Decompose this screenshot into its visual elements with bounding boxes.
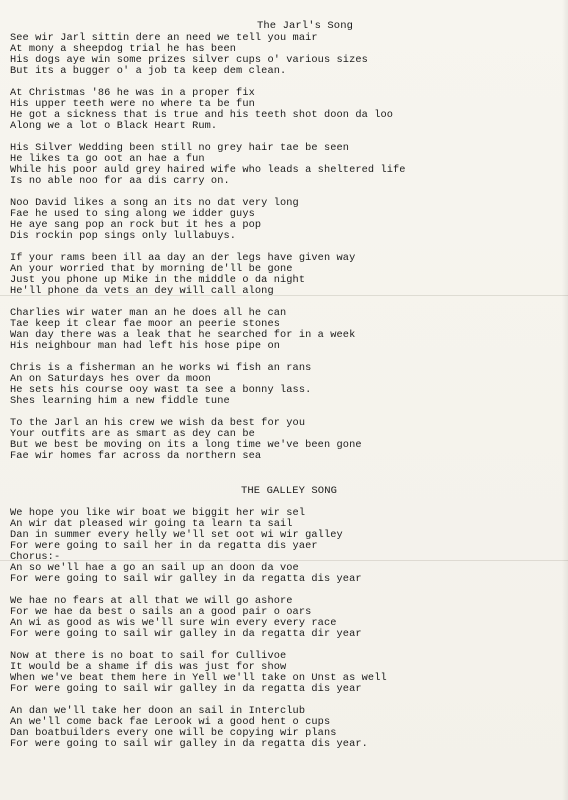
lyric-line: An your worried that by morning de'll be gone bbox=[10, 263, 293, 275]
lyric-line: When we've beat them here in Yell we'll take on Unst as well bbox=[10, 672, 387, 684]
song-verses bbox=[10, 33, 560, 462]
lyric-line: But its a bugger o' a job ta keep dem clean. bbox=[10, 65, 287, 77]
lyric-line: His dogs aye win some prizes silver cups o' various sizes bbox=[10, 54, 368, 66]
lyric-line: An wir dat pleased wir going ta learn ta sail bbox=[10, 518, 293, 530]
song-galley-song bbox=[10, 485, 560, 750]
verse bbox=[10, 508, 560, 585]
lyric-line: Wan day there was a leak that he searched for in a week bbox=[10, 329, 356, 341]
song-jarls-song bbox=[10, 20, 560, 462]
verse bbox=[10, 363, 560, 407]
verse bbox=[10, 706, 560, 750]
verse bbox=[10, 88, 560, 132]
lyric-line: Along we a lot o Black Heart Rum. bbox=[10, 120, 218, 132]
verse bbox=[10, 253, 560, 297]
song-verses bbox=[10, 508, 560, 750]
lyric-line: Tae keep it clear fae moor an peerie stones bbox=[10, 318, 281, 330]
verse bbox=[10, 308, 560, 352]
lyric-line: For were going to sail wir galley in da regatta dir year bbox=[10, 628, 362, 640]
lyric-line: If your rams been ill aa day an der legs have given way bbox=[10, 252, 356, 264]
lyric-line: While his poor auld grey haired wife who leads a sheltered life bbox=[10, 164, 406, 176]
song-title: The Jarl's Song bbox=[256, 20, 353, 32]
lyric-line: To the Jarl an his crew we wish da best for you bbox=[10, 417, 306, 429]
lyric-line: His neighbour man had left his hose pipe on bbox=[10, 340, 281, 352]
lyric-line: We hope you like wir boat we biggit her wir sel bbox=[10, 507, 306, 519]
lyric-line: His Silver Wedding been still no grey hair tae be seen bbox=[10, 142, 350, 154]
lyric-line: Shes learning him a new fiddle tune bbox=[10, 395, 230, 407]
lyric-line: See wir Jarl sittin dere an need we tell you mair bbox=[10, 32, 318, 44]
lyric-line: Dis rockin pop sings only lullabuys. bbox=[10, 230, 237, 242]
lyric-line: Dan boatbuilders every one will be copying wir plans bbox=[10, 727, 337, 739]
lyric-line: An wi as good as wis we'll sure win every every race bbox=[10, 617, 337, 629]
verse bbox=[10, 651, 560, 695]
song-separator bbox=[10, 473, 560, 485]
lyric-line: It would be a shame if dis was just for show bbox=[10, 661, 287, 673]
lyric-line: Noo David likes a song an its no dat very long bbox=[10, 197, 299, 209]
lyric-line: Fae wir homes far across da northern sea bbox=[10, 450, 262, 462]
lyric-line: Now at there is no boat to sail for Cullivoe bbox=[10, 650, 287, 662]
verse bbox=[10, 198, 560, 242]
lyric-line: But we best be moving on its a long time we've been gone bbox=[10, 439, 362, 451]
lyric-line: He'll phone da vets an dey will call along bbox=[10, 285, 274, 297]
verse bbox=[10, 33, 560, 77]
lyric-line: An we'll come back fae Lerook wi a good hent o cups bbox=[10, 716, 331, 728]
lyric-line: For we hae da best o sails an a good pair o oars bbox=[10, 606, 312, 618]
lyric-line: Just you phone up Mike in the middle o da night bbox=[10, 274, 306, 286]
lyric-line: Fae he used to sing along we idder guys bbox=[10, 208, 255, 220]
lyric-line: At mony a sheepdog trial he has been bbox=[10, 43, 237, 55]
lyric-line: Chris is a fisherman an he works wi fish an rans bbox=[10, 362, 312, 374]
lyric-line: Is no able noo for aa dis carry on. bbox=[10, 175, 230, 187]
lyric-line: For were going to sail wir galley in da regatta dis year bbox=[10, 683, 362, 695]
lyric-line: An on Saturdays hes over da moon bbox=[10, 373, 211, 385]
chorus-label: Chorus:- bbox=[10, 551, 61, 563]
lyric-line: At Christmas '86 he was in a proper fix bbox=[10, 87, 255, 99]
lyric-line: He got a sickness that is true and his teeth shot doon da loo bbox=[10, 109, 394, 121]
lyric-line: An dan we'll take her doon an sail in Interclub bbox=[10, 705, 306, 717]
lyric-line: Charlies wir water man an he does all he can bbox=[10, 307, 287, 319]
verse bbox=[10, 418, 560, 462]
lyric-line: He likes ta go oot an hae a fun bbox=[10, 153, 205, 165]
verse bbox=[10, 596, 560, 640]
song-title: THE GALLEY SONG bbox=[240, 485, 337, 497]
verse bbox=[10, 143, 560, 187]
lyric-line: Dan in summer every helly we'll set oot wi wir galley bbox=[10, 529, 343, 541]
lyric-line: For were going to sail wir galley in da regatta dis year bbox=[10, 573, 362, 585]
lyric-line: For were going to sail wir galley in da regatta dis year. bbox=[10, 738, 368, 750]
lyric-line: He sets his course ooy wast ta see a bonny lass. bbox=[10, 384, 312, 396]
lyric-line: He aye sang pop an rock but it hes a pop bbox=[10, 219, 262, 231]
lyric-line: His upper teeth were no where ta be fun bbox=[10, 98, 255, 110]
lyric-line: An so we'll hae a go an sail up an doon da voe bbox=[10, 562, 299, 574]
lyrics-document bbox=[10, 20, 560, 761]
paper-edge-shadow bbox=[562, 0, 568, 800]
lyric-line: We hae no fears at all that we will go ashore bbox=[10, 595, 293, 607]
lyric-line: For were going to sail her in da regatta dis yaer bbox=[10, 540, 318, 552]
lyric-line: Your outfits are as smart as dey can be bbox=[10, 428, 255, 440]
